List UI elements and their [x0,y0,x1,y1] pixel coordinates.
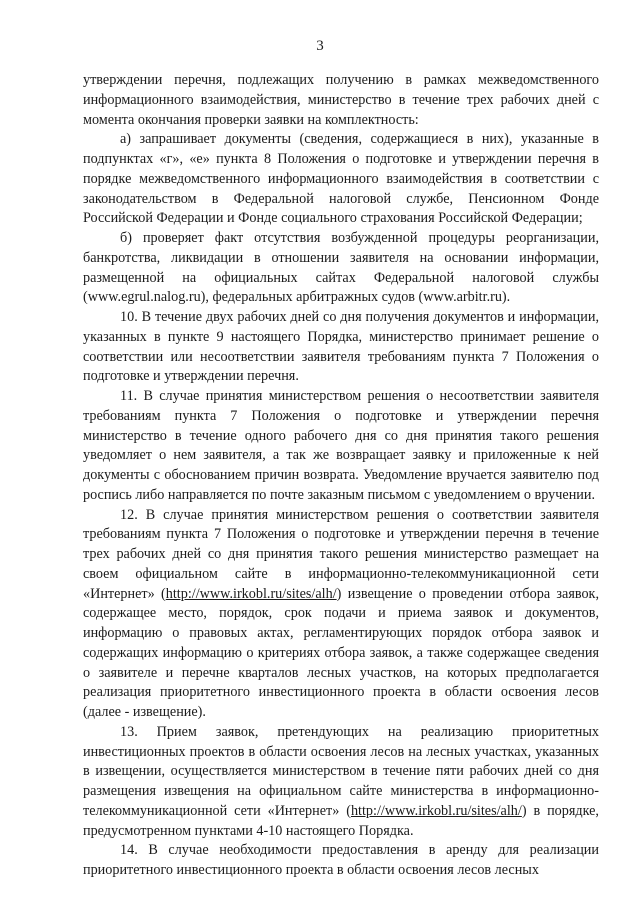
paragraph-item-10: 10. В течение двух рабочих дней со дня получения документов и информации, указанных в пункте 9 настоящего Порядка, министерство принимает решение о соответствии или несоответствии заявителя требованиям пункта 7 Положения о подготовке и утверждении перечня. [83,309,599,385]
paragraph-subitem-b: б) проверяет факт отсутствия возбужденной процедуры реорганизации, банкротства, ликвидации в отношении заявителя на основании информации, размещенной на официальных сайтах Федеральной налоговой службы (www.egrul.nalog.ru), федеральных арбитражных судов (www.arbitr.ru). [83,230,599,306]
paragraph-item-11: 11. В случае принятия министерством решения о несоответствии заявителя требованиям пункта 7 Положения о подготовке и утверждении перечня министерство в течение одного рабочего дня со дня принятия такого решения уведомляет о нем заявителя, а так же возвращает заявку и приложенные к ней документы с обоснованием причин возврата. Уведомление вручается заявителю под роспись либо направляется по почте заказным письмом с уведомлением о вручении. [83,388,599,503]
irkobl-link[interactable]: http://www.irkobl.ru/sites/alh/ [350,802,522,819]
paragraph-intro-continuation: утверждении перечня, подлежащих получению в рамках межведомственного информационного взаимодействия, министерство в течение трех рабочих дней с момента окончания проверки заявки на комплектность: [83,72,599,128]
paragraph-item-13-text-after: ) в порядке, предусмотренном пунктами 4-10 настоящего Порядка. [83,802,599,839]
paragraph-item-14: 14. В случае необходимости предоставления в аренду для реализации приоритетного инвестиционного проекта в области освоения лесов лесных [83,842,599,878]
paragraph-item-12-text-after: ) извещение о проведении отбора заявок, содержащее место, порядок, срок подачи и приема заявок и документов, информацию о правовых актах, регламентирующих порядок отбора заявок и содержащих информацию о критериях отбора заявок, а также содержащее сведения о заявителе и перечне кварталов лесных участков, на которых предполагается реализация приоритетного инвестиционного проекта в области освоения лесов (далее - извещение). [83,585,599,720]
paragraph-item-13 [83,723,599,842]
paragraph-item-13-text-before: 13. Прием заявок, претендующих на реализацию приоритетных инвестиционных проектов в области освоения лесов на лесных участках, указанных в извещении, осуществляется министерством в течение пяти рабочих дней со дня размещения извещения на официальном сайте министерства в информационно-телекоммуникационной сети «Интернет» ( [83,723,599,819]
paragraph-item-12-text-before: 12. В случае принятия министерством решения о соответствии заявителя требованиям пункта 7 Положения о подготовке и утверждении перечня в течение трех рабочих дней со дня принятия такого решения министерство размещает на своем официальном сайте в информационно-телекоммуникационной сети «Интернет» ( [83,506,599,602]
paragraph-subitem-a: а) запрашивает документы (сведения, содержащиеся в них), указанные в подпунктах «г», «е» пункта 8 Положения о подготовке и утверждении перечня в порядке межведомственного информационного взаимодействия в соответствии с законодательством в Федеральной налоговой службе, Пенсионном Фонде Российской Федерации и Фонде социального страхования Российской Федерации; [83,131,599,227]
page-number: 3 [316,38,324,54]
document-body [83,71,599,881]
irkobl-link[interactable]: http://www.irkobl.ru/sites/alh/ [165,585,337,602]
paragraph-item-12 [83,506,599,723]
